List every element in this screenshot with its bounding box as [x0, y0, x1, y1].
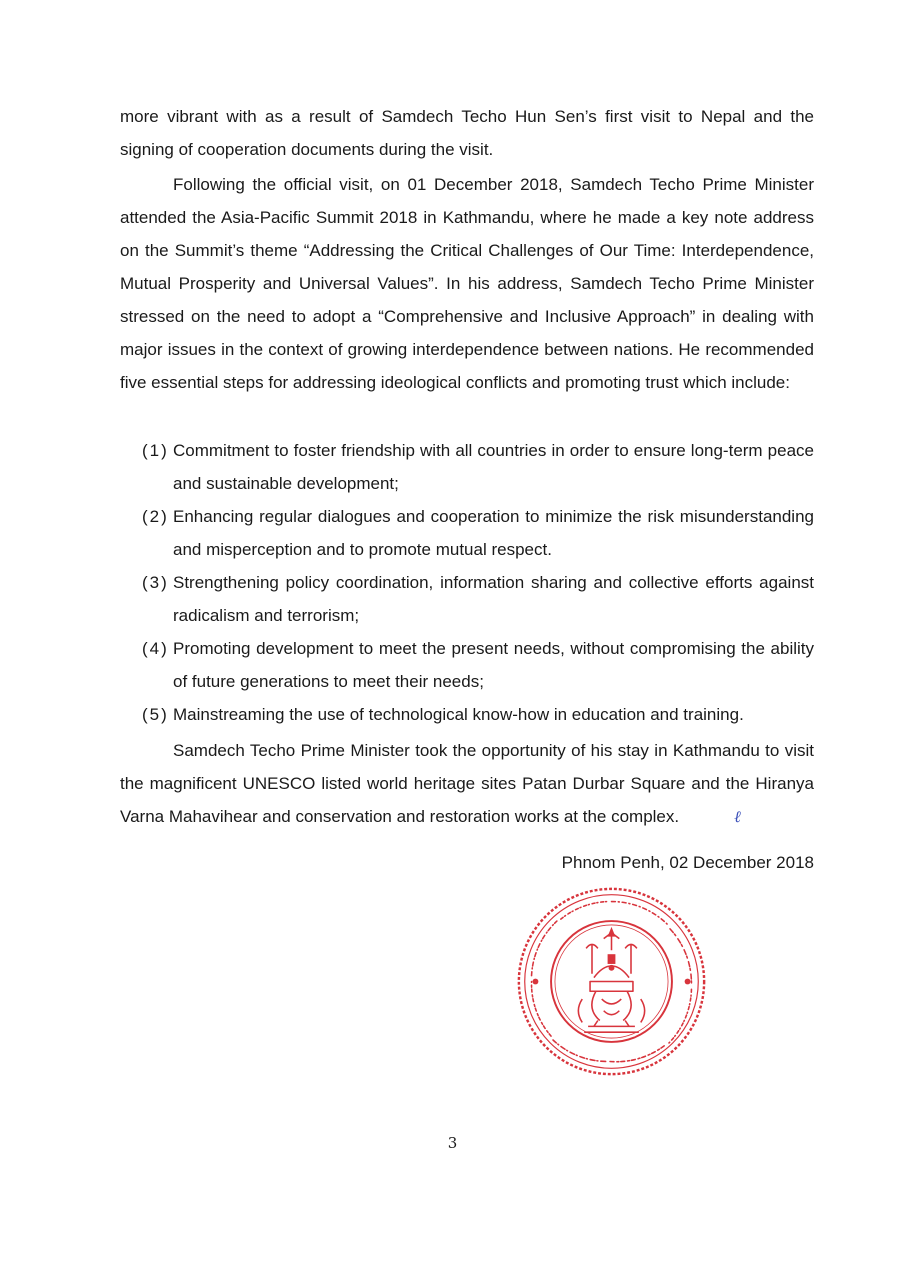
list-item-number: (2) [142, 507, 169, 526]
list-item-text: Commitment to foster friendship with all countries in order to ensure long-term peace and sustainable development; [173, 441, 814, 493]
list-item [120, 434, 814, 500]
list-item-text: Enhancing regular dialogues and cooperation to minimize the risk misunderstanding and misperception and to promote mutual respect. [173, 507, 814, 559]
list-item-number: (5) [142, 705, 169, 724]
page-number: 3 [447, 1134, 458, 1152]
paragraph-heritage [120, 734, 814, 833]
list-item-number: (4) [142, 639, 169, 658]
list-item [120, 500, 814, 566]
list-item-text: Strengthening policy coordination, information sharing and collective efforts against radicalism and terrorism; [173, 573, 814, 625]
paragraph-summit-text: Following the official visit, on 01 December 2018, Samdech Techo Prime Minister attended the Asia-Pacific Summit 2018 in Kathmandu, where he made a key note address on the Summit’s theme “Addressing the Critical Challenges of Our Time: Interdependence, Mutual Prosperity and Universal Values”. In his address, Samdech Techo Prime Minister stressed on the need to adopt a “Comprehensive and Inclusive Approach” in dealing with major issues in the context of growing interdependence between nations. He recommended five essential steps for addressing ideological conflicts and promoting trust which include: [120, 175, 814, 392]
place-and-date: Phnom Penh, 02 December 2018 [561, 853, 814, 872]
list-item-number: (1) [142, 441, 169, 460]
list-item [120, 632, 814, 698]
official-seal-icon [514, 884, 709, 1079]
paragraph-continuation [120, 100, 814, 166]
list-item-number: (3) [142, 573, 169, 592]
list-item [120, 698, 814, 731]
list-item-text: Mainstreaming the use of technological know-how in education and training. [173, 705, 744, 724]
initials-mark: ℓ [734, 807, 741, 826]
paragraph-summit [120, 168, 814, 399]
list-item [120, 566, 814, 632]
paragraph-continuation-text: more vibrant with as a result of Samdech Techo Hun Sen’s first visit to Nepal and the signing of cooperation documents during the visit. [120, 107, 814, 159]
list-item-text: Promoting development to meet the present needs, without compromising the ability of future generations to meet their needs; [173, 639, 814, 691]
paragraph-heritage-text: Samdech Techo Prime Minister took the opportunity of his stay in Kathmandu to visit the magnificent UNESCO listed world heritage sites Patan Durbar Square and the Hiranya Varna Mahavihear and conservation and restoration works at the complex. [120, 741, 814, 826]
essential-steps-list [120, 434, 814, 731]
